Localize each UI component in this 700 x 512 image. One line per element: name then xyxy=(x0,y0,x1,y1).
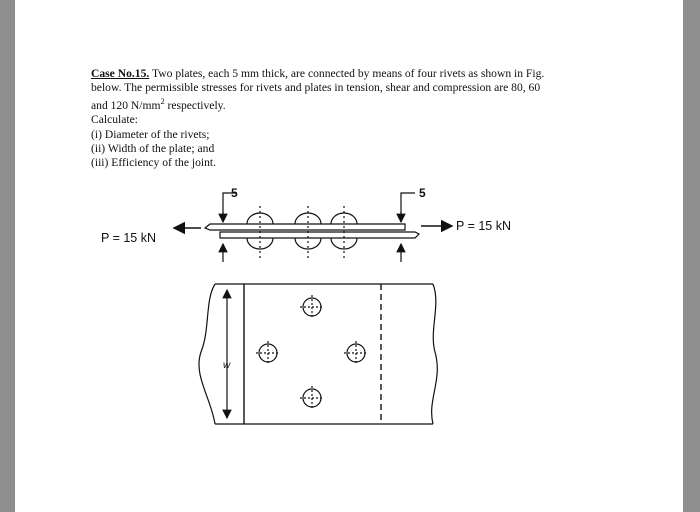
statement-line-2: below. The permissible stresses for rivets and plates in tension, shear and compression are 80, 60 xyxy=(91,81,541,95)
rivet-plan-bottom xyxy=(300,386,324,410)
item-diameter: (i) Diameter of the rivets; xyxy=(91,127,210,141)
calculate-heading: Calculate: xyxy=(91,113,138,127)
side-view xyxy=(174,193,452,262)
rivet-plan-top xyxy=(300,295,324,319)
lap-joint-figure xyxy=(15,0,683,512)
statement-line-1: Case No.15. Two plates, each 5 mm thick, are connected by means of four rivets as shown in Fig. xyxy=(91,67,545,80)
break-line-left xyxy=(199,284,215,424)
width-label: w xyxy=(223,360,231,371)
thickness-label-right: 5 xyxy=(419,186,426,200)
load-label-right: P = 15 kN xyxy=(456,219,512,233)
item-width: (ii) Width of the plate; and xyxy=(91,141,215,155)
rivet-plan-right xyxy=(344,341,368,365)
document-page xyxy=(15,0,683,512)
break-line-right xyxy=(432,284,438,424)
rivet-plan-left xyxy=(256,341,280,365)
thickness-label-left: 5 xyxy=(231,186,238,200)
load-label-left: P = 15 kN xyxy=(101,231,157,245)
plan-view xyxy=(199,284,437,424)
case-label: Case No.15. xyxy=(91,67,150,80)
statement-line-3: and 120 $N/mm^2$ respectively. xyxy=(91,97,226,113)
item-efficiency: (iii) Efficiency of the joint. xyxy=(91,156,217,170)
